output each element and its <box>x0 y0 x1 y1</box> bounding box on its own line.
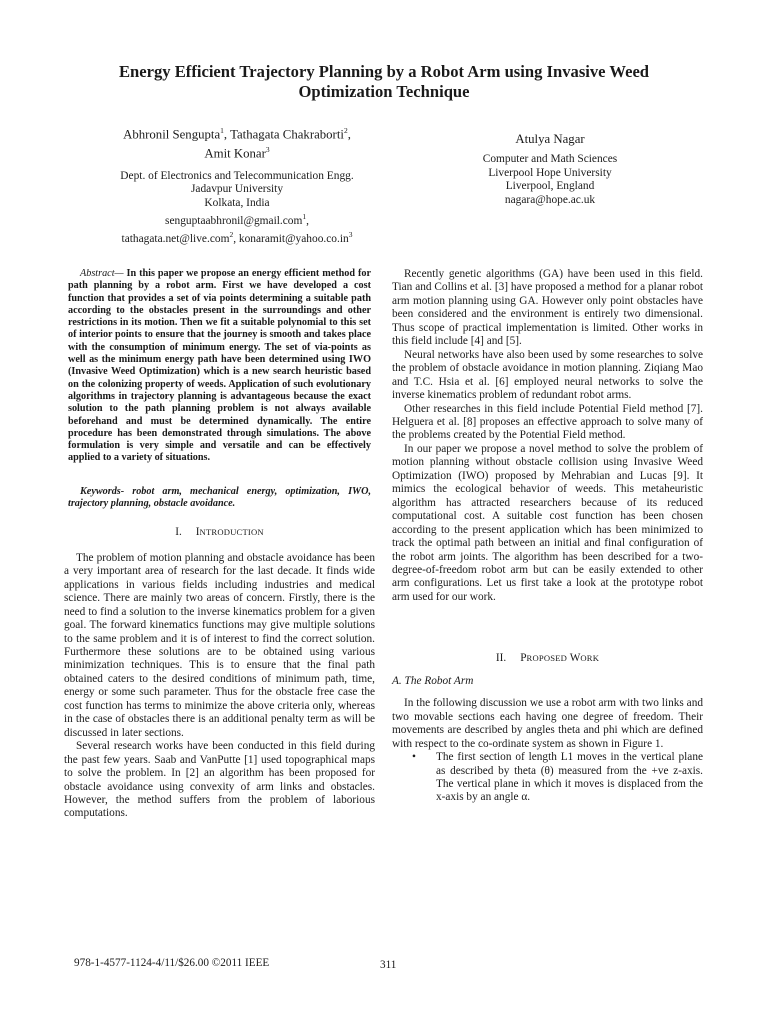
email: nagara@hope.ac.uk <box>504 193 596 206</box>
section-title-rest: ROPOSED <box>526 653 568 664</box>
intro-paragraph-2: Several research works have been conducted in this field during the past few years. Saab and VanPutte [1] used topographical maps to solve the problem. In [2] an algorithm has been proposed for obstacle avoidance using convexity of arm links and obstacles. However, the method suffers from the problem of laborious computations. <box>64 740 375 820</box>
email: , konaramit@yahoo.co.in <box>233 233 349 246</box>
author-sup: 1 <box>220 126 224 135</box>
section-heading-proposed-work <box>392 652 703 665</box>
email-line-1 <box>72 210 402 228</box>
section-title-rest: NTRODUCTION <box>199 527 264 538</box>
email-sup: 3 <box>348 230 353 240</box>
body-paragraph-3: Other researches in this field include Potential Field method [7]. Helguera et al. [8] proposes an effective approach to solve many of the problems created by the Potential Field method. <box>392 402 703 442</box>
email-sup: 1 <box>302 212 307 222</box>
right-column <box>392 268 703 805</box>
section-number: I. <box>175 526 182 539</box>
page-number: 311 <box>380 959 397 971</box>
section-title-initial: W <box>569 652 581 665</box>
author-block-right <box>430 132 670 207</box>
keywords: Keywords- robot arm, mechanical energy, optimization, IWO, trajectory planning, obstacle avoidance. <box>68 485 371 510</box>
section-title-rest: ORK <box>580 653 600 664</box>
author-name: Tathagata Chakraborti <box>230 127 344 142</box>
section-title-initial: P <box>520 652 527 665</box>
affiliation-left <box>72 170 402 247</box>
author-sep: , <box>223 127 231 142</box>
section-title-initial: I <box>195 526 200 539</box>
affiliation-right <box>430 153 670 207</box>
author-names <box>72 123 402 162</box>
body-paragraph-4: In our paper we propose a novel method to solve the problem of motion planning without obstacle collision using Invasive Weed Optimization (IWO) proposed by Mehrabian and Lucas [9]. It mimics the ecological behavior of weeds. This metaheuristic algorithm has attracted researchers because of its reduced computational cost. A suitable cost function has been chosen according to the present application which has been minimized to track the optimal path between an initial and final configuration of the robot arm joints. The algorithm has been described for a two-degree-of-freedom robot arm but can be easily extended to other arm configurations. Let us first take a look at the prototype robot arm used for our work. <box>392 442 703 603</box>
section-number: II. <box>495 652 507 665</box>
affiliation-univ: Liverpool Hope University <box>488 166 612 179</box>
email-line-2 <box>72 228 402 246</box>
bullet-dot: • <box>412 751 416 764</box>
affiliation-dept: Computer and Math Sciences <box>482 153 618 165</box>
intro-paragraph-1: The problem of motion planning and obstacle avoidance has been a very important area of research for the last decade. It finds wide applications in various fields including industries and medical science. There are mainly two areas of concern. Firstly, there is the need to find a solution to the inverse kinematics problem for a given goal. The forward kinematics functions may give multiple solutions to the same problem and it is of interest to find the correct solution. Furthermore these solutions are to be obtained using various minimization techniques. This is to ensure that the final path obtained caters to the desired conditions of minimum path, time, energy or some such parameter. Thus for the obstacle free case the cost function has terms to minimize the above criteria only, whereas in the case of obstacles there is an additional penalty term as will be discussed in later sections. <box>64 551 375 739</box>
email-sep: , <box>306 214 309 227</box>
author-sup: 3 <box>265 145 270 155</box>
copyright-footer: 978-1-4577-1124-4/11/$26.00 ©2011 IEEE <box>74 957 270 969</box>
author-block-left <box>72 123 402 247</box>
body-paragraph-5: In the following discussion we use a robot arm with two links and two movable sections each having one degree of freedom. Their movements are described by angles theta and phi which are defined with respect to the co-ordinate system as shown in Figure 1. <box>392 697 703 750</box>
author-sep: , <box>347 127 351 142</box>
author-name: Atulya Nagar <box>515 132 585 146</box>
author-name: Abhronil Sengupta <box>123 127 221 142</box>
subsection-heading: A. The Robot Arm <box>392 674 474 687</box>
abstract-text: In this paper we propose an energy efficient method for path planning by a robot arm. First we have developed a cost function that provides a set of via points determining a suitable path according to the obstacles present in the surroundings and other restrictions in its motion. Then we fit a suitable polynomial to this set of interior points to ensure that the journey is smooth and takes place with the consumption of minimum energy. The set of via-points as well as the minimum energy path have been determined using IWO (Invasive Weed Optimization) which is a new search heuristic based on the colonizing property of weeds. Application of such evolutionary algorithms in trajectory planning is advantageous because the exact solution to the path planning problem is not always available beforehand and must be determined dynamically. The entire procedure has been demonstrated through simulations. The above formulation is very simple and versatile and can be effectively applied to a variety of situations. <box>68 268 371 464</box>
abstract-lead: Abstract— <box>80 268 124 279</box>
email: senguptaabhronil@gmail.com <box>165 214 303 227</box>
author-name: Amit Konar <box>204 146 266 161</box>
affiliation-city: Kolkata, India <box>204 196 270 209</box>
affiliation-univ: Jadavpur University <box>190 183 284 196</box>
bullet-item <box>392 751 703 805</box>
affiliation-city: Liverpool, England <box>505 180 595 192</box>
body-paragraph-2: Neural networks have also been used by some researches to solve the problem of obstacle avoidance in motion planning. Ziqiang Mao and T.C. Hsia et al. [6] employed neural networks to solve the inverse kinematics problem of redundant robot arms. <box>392 348 703 402</box>
author-sup: 2 <box>343 126 348 135</box>
section-heading-introduction <box>64 526 375 539</box>
email-sup: 2 <box>229 230 234 240</box>
left-column <box>64 268 375 821</box>
bullet-text: The first section of length L1 moves in the vertical plane as described by theta (θ) measured from the +ve z-axis. The vertical plane in which it moves is displaced from the x-axis by an angle α. <box>436 751 703 804</box>
email: tathagata.net@live.com <box>121 233 230 246</box>
body-paragraph-1: Recently genetic algorithms (GA) have been used in this field. Tian and Collins et al. [3] have proposed a method for a planar robot arm motion planning using GA. However only point obstacles have been considered and the environment is entirely two dimensional. Thus scope of practical implementation is limited. Other works in this field include [4] and [5]. <box>392 268 703 348</box>
paper-title: Energy Efficient Trajectory Planning by a Robot Arm using Invasive Weed Optimization Technique <box>118 62 650 101</box>
affiliation-dept: Dept. of Electronics and Telecommunication Engg. <box>120 169 354 182</box>
abstract <box>68 268 371 465</box>
